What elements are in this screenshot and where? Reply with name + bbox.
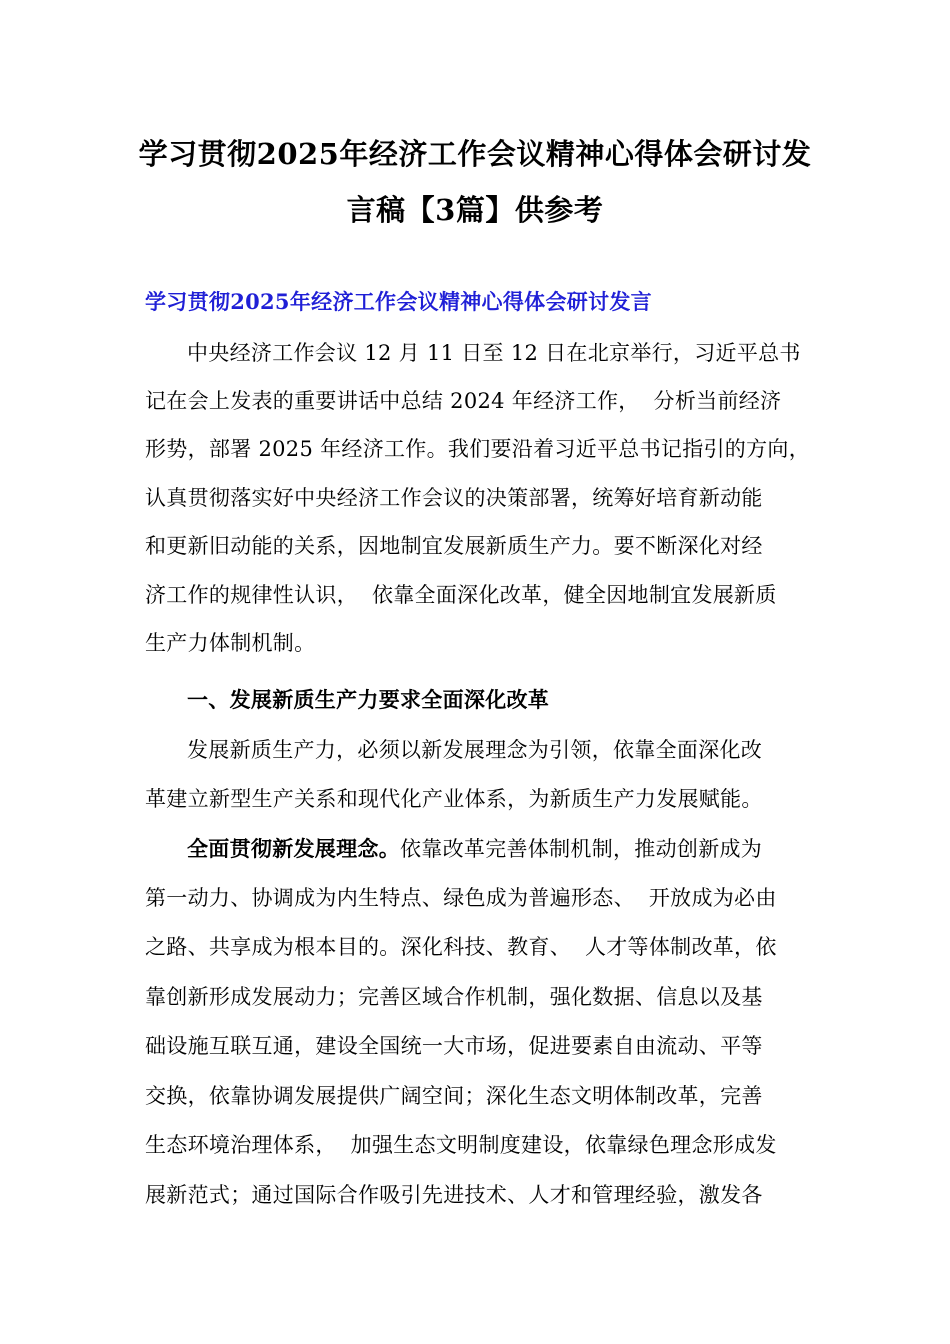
- paragraph-3-line: 础设施互联互通，建设全国统一大市场，促进要素自由流动、平等: [145, 1034, 763, 1058]
- paragraph-1-line: 济工作的规律性认识， 依靠全面深化改革，健全因地制宜发展新质: [145, 583, 777, 607]
- paragraph-3-line: 第一动力、协调成为内生特点、绿色成为普遍形态、 开放成为必由: [145, 886, 777, 910]
- paragraph-3-line: 依靠改革完善体制机制，推动创新成为: [400, 837, 763, 861]
- section-subtitle: 学习贯彻2025年经济工作会议精神心得体会研讨发言: [145, 289, 652, 314]
- document-title: [120, 126, 830, 238]
- paragraph-3-lead: 全面贯彻新发展理念。: [187, 836, 400, 861]
- paragraph-1-line: 生产力体制机制。: [145, 631, 316, 655]
- paragraph-1-line: 中央经济工作会议 12 月 11 日至 12 日在北京举行，习近平总书: [187, 341, 801, 365]
- paragraph-3-line: 之路、共享成为根本目的。深化科技、教育、 人才等体制改革，依: [145, 935, 777, 959]
- paragraph-3-line: 生态环境治理体系， 加强生态文明制度建设，依靠绿色理念形成发: [145, 1133, 777, 1157]
- paragraph-3-line: 展新范式；通过国际合作吸引先进技术、人才和管理经验，激发各: [145, 1183, 763, 1207]
- paragraph-2-line: 发展新质生产力，必须以新发展理念为引领，依靠全面深化改: [187, 738, 763, 762]
- section-heading-1: 一、发展新质生产力要求全面深化改革: [187, 687, 550, 712]
- title-line-2: 言稿【3篇】供参考: [346, 193, 604, 227]
- paragraph-3-line: 交换，依靠协调发展提供广阔空间；深化生态文明体制改革，完善: [145, 1084, 763, 1108]
- paragraph-1-line: 记在会上发表的重要讲话中总结 2024 年经济工作， 分析当前经济: [145, 389, 782, 413]
- paragraph-2-line: 革建立新型生产关系和现代化产业体系，为新质生产力发展赋能。: [145, 787, 763, 811]
- paragraph-3-first-line: [187, 834, 815, 864]
- paragraph-1-line: 认真贯彻落实好中央经济工作会议的决策部署，统筹好培育新动能: [145, 486, 763, 510]
- title-line-1: 学习贯彻2025年经济工作会议精神心得体会研讨发: [138, 137, 812, 171]
- paragraph-3-line: 靠创新形成发展动力；完善区域合作机制，强化数据、信息以及基: [145, 985, 763, 1009]
- paragraph-1-line: 形势，部署 2025 年经济工作。我们要沿着习近平总书记指引的方向，: [145, 437, 810, 461]
- paragraph-1-line: 和更新旧动能的关系，因地制宜发展新质生产力。要不断深化对经: [145, 534, 763, 558]
